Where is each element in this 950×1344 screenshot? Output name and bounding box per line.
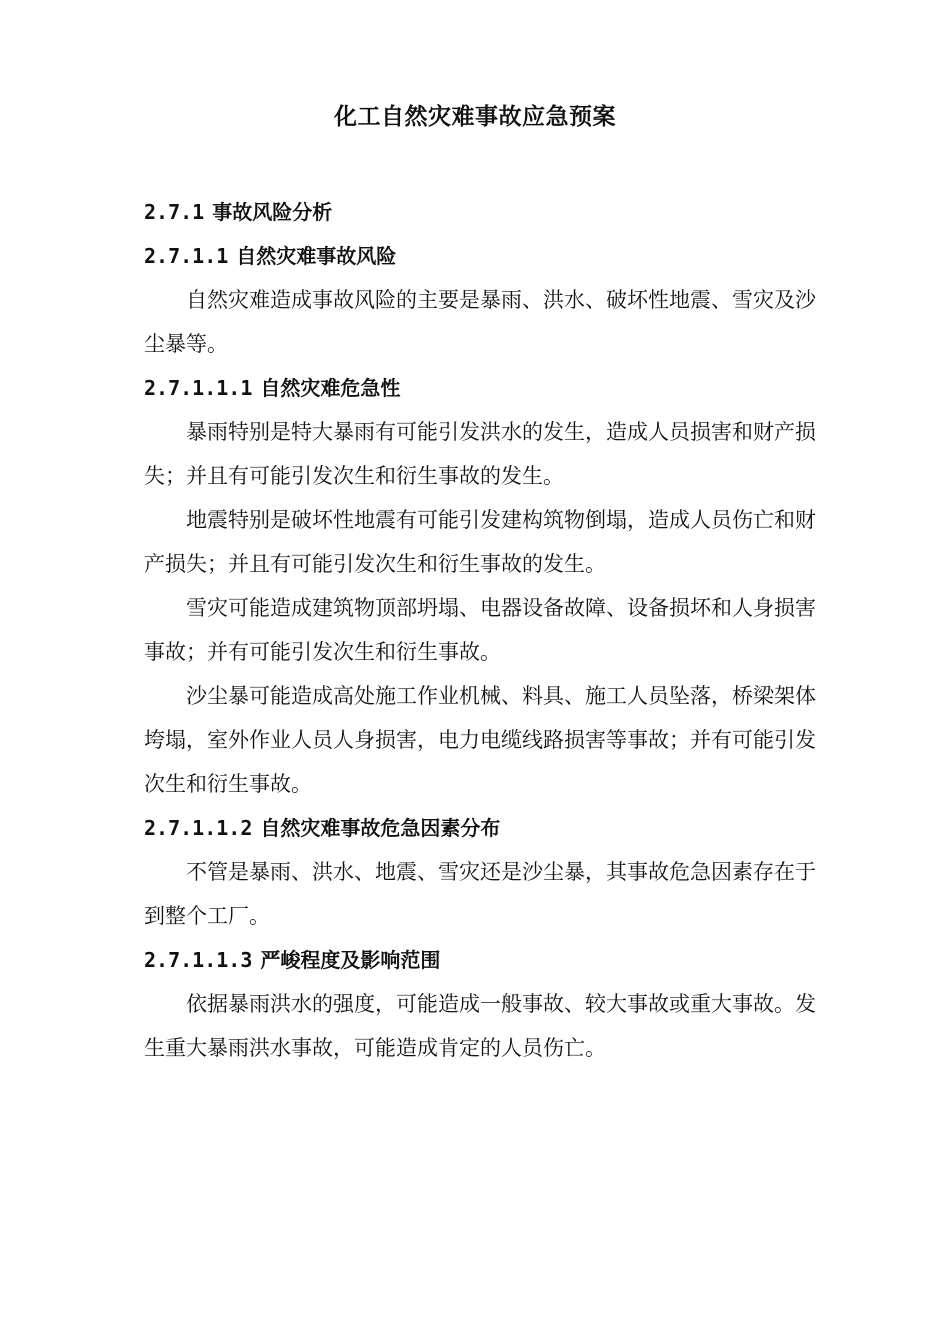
paragraph-snow-disaster: 雪灾可能造成建筑物顶部坍塌、电器设备故障、设备损坏和人身损害事故；并有可能引发次生和衍生事故。 — [144, 596, 816, 664]
heading-text: 严峻程度及影响范围 — [260, 948, 441, 972]
heading-number: 2.7.1.1.3 — [144, 948, 253, 972]
heading-2-7-1-1-1 — [144, 366, 816, 410]
heading-2-7-1-1 — [144, 234, 816, 278]
heading-2-7-1-1-3 — [144, 938, 816, 982]
heading-number: 2.7.1.1 — [144, 244, 229, 268]
heading-text: 自然灾难事故危急因素分布 — [260, 816, 501, 840]
heading-text: 自然灾难危急性 — [260, 376, 401, 400]
paragraph-hazard-distribution: 不管是暴雨、洪水、地震、雪灾还是沙尘暴，其事故危急因素存在于到整个工厂。 — [144, 860, 816, 928]
heading-2-7-1-1-2 — [144, 806, 816, 850]
heading-text: 自然灾难事故风险 — [236, 244, 397, 268]
document-body — [144, 190, 816, 1070]
paragraph-sandstorm: 沙尘暴可能造成高处施工作业机械、料具、施工人员坠落，桥梁架体垮塌，室外作业人员人身损害，电力电缆线路损害等事故；并有可能引发次生和衍生事故。 — [144, 684, 816, 796]
heading-number: 2.7.1 — [144, 200, 205, 224]
heading-2-7-1 — [144, 190, 816, 234]
heading-number: 2.7.1.1.2 — [144, 816, 253, 840]
paragraph-severity-scope: 依据暴雨洪水的强度，可能造成一般事故、较大事故或重大事故。发生重大暴雨洪水事故，可能造成肯定的人员伤亡。 — [144, 992, 816, 1060]
paragraph-rainstorm: 暴雨特别是特大暴雨有可能引发洪水的发生，造成人员损害和财产损失；并且有可能引发次生和衍生事故的发生。 — [144, 420, 816, 488]
document-title: 化工自然灾难事故应急预案 — [334, 103, 616, 130]
heading-number: 2.7.1.1.1 — [144, 376, 253, 400]
paragraph-earthquake: 地震特别是破坏性地震有可能引发建构筑物倒塌，造成人员伤亡和财产损失；并且有可能引发次生和衍生事故的发生。 — [144, 508, 816, 576]
paragraph-risk-overview: 自然灾难造成事故风险的主要是暴雨、洪水、破坏性地震、雪灾及沙尘暴等。 — [144, 288, 816, 356]
heading-text: 事故风险分析 — [212, 200, 333, 224]
